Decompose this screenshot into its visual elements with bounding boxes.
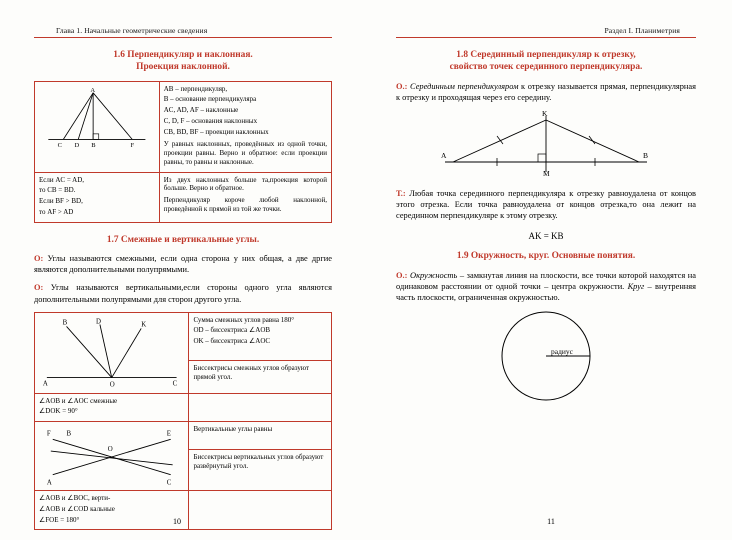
page-number-left: 10 bbox=[173, 517, 181, 526]
text-line: ∠AOB и ∠COD кальные bbox=[39, 504, 115, 513]
text-line: ∠DOK = 90° bbox=[39, 407, 78, 416]
table-1-7 bbox=[34, 312, 332, 531]
cell-1-7-vertical-bisector bbox=[189, 449, 332, 490]
formula-ak-kb: AK = KB bbox=[528, 230, 564, 241]
cell-1-7-sum bbox=[189, 312, 332, 360]
svg-text:D: D bbox=[95, 318, 101, 326]
section-title-1-6-line1: 1.6 Перпендикуляр и наклонная. bbox=[113, 50, 253, 60]
cell-1-7-bisector bbox=[189, 360, 332, 393]
header-rule-left bbox=[34, 37, 332, 38]
text-line: ∠AOB и ∠BOC, верти- bbox=[39, 494, 111, 503]
text-line: C, D, F – основания наклонных bbox=[163, 116, 258, 125]
text-line: OD – биссектриса ∠AOB bbox=[193, 326, 271, 335]
definition-term-circle: Окружность bbox=[410, 270, 458, 280]
definition-marker: О: bbox=[34, 254, 44, 264]
svg-text:A: A bbox=[441, 150, 447, 160]
table-row bbox=[35, 312, 332, 360]
cell-1-7-labels-smezhnye bbox=[35, 393, 189, 422]
svg-text:F: F bbox=[130, 141, 135, 149]
definition-term-disk: Круг bbox=[627, 281, 645, 291]
svg-text:C: C bbox=[166, 479, 172, 487]
definition-marker: О.: bbox=[396, 81, 408, 91]
svg-text:A: A bbox=[90, 86, 96, 94]
text-line: ∠FOE = 180° bbox=[39, 515, 80, 524]
theorem-perpendicular-bisector bbox=[396, 188, 696, 221]
cell-1-7-empty bbox=[189, 393, 332, 422]
text-line: B – основание перпендикуляра bbox=[163, 95, 257, 104]
figure-perpendicular-bisector bbox=[396, 110, 696, 178]
header-rule-right bbox=[396, 37, 696, 38]
text-line: Если BF > BD, bbox=[39, 197, 83, 205]
svg-text:D: D bbox=[74, 141, 80, 149]
section-title-1-9: 1.9 Окружность, круг. Основные понятия. bbox=[456, 250, 636, 261]
text-line: У равных наклонных, проведённых из одной точки, проекции равны. Верно и обратное: если проекции равны, то равны и наклонные. bbox=[163, 140, 327, 166]
definition-text-disk: – внутренняя часть плоскости, ограниченная окружностью. bbox=[396, 281, 696, 302]
cell-1-6-properties bbox=[159, 172, 331, 222]
definition-text-circle: – замкнутая линия на плоскости, все точки которой находятся на одинаковом расстоянии от одной точки – центра окружности. bbox=[396, 270, 696, 291]
table-row bbox=[35, 422, 332, 450]
text-line: Сумма смежных углов равна 180° bbox=[193, 315, 295, 324]
text-line: CB, BD, BF – проекции наклонных bbox=[163, 127, 269, 136]
definition-marker: О.: bbox=[396, 270, 408, 280]
paragraph-vertikalnye bbox=[34, 282, 332, 304]
text-line: то CB = BD. bbox=[39, 186, 76, 195]
svg-text:O: O bbox=[109, 381, 115, 389]
text-line: Биссектрисы вертикальных углов образуют развёрнутый угол. bbox=[193, 452, 324, 470]
section-title-1-6-line2: Проекция наклонной. bbox=[136, 61, 230, 72]
text-line: Вертикальные углы равны bbox=[193, 425, 273, 434]
theorem-text: Любая точка серединного перпендикуляра к отрезку равноудалена от концов этого отрезка. Если точка равноудалена от концов отрезка,то она лежит на серединном перпендикуляре к этому отрезку. bbox=[396, 188, 696, 220]
section-title-1-6 bbox=[34, 50, 332, 74]
definition-term: Серединным перпендикуляром bbox=[410, 81, 519, 91]
text-line: Биссектрисы смежных углов образуют прямой угол. bbox=[193, 363, 310, 381]
running-head-right: Раздел I. Планиметрия bbox=[604, 26, 680, 35]
running-head-left: Глава 1. Начальные геометрические сведения bbox=[56, 26, 208, 35]
text-line: ∠AOB и ∠AOC смежные bbox=[39, 396, 118, 405]
table-row bbox=[35, 172, 332, 222]
svg-text:E: E bbox=[166, 430, 171, 438]
svg-text:B: B bbox=[91, 141, 96, 149]
svg-text:O: O bbox=[107, 446, 113, 454]
text-line: AC, AD, AF – наклонные bbox=[163, 106, 239, 114]
right-page bbox=[366, 0, 732, 540]
svg-text:F: F bbox=[46, 430, 51, 438]
figure-svg-bisector bbox=[431, 110, 661, 178]
theorem-marker: Т.: bbox=[396, 188, 406, 198]
svg-text:A: A bbox=[46, 479, 52, 487]
svg-text:B: B bbox=[66, 430, 72, 438]
definition-text: Углы называются вертикальными,если стороны одного угла являются дополнительными полупрямыми для сторон другого угла. bbox=[34, 283, 332, 304]
cell-1-6-conditions bbox=[35, 172, 160, 222]
figure-adjacent-angles bbox=[35, 312, 189, 393]
svg-text:C: C bbox=[172, 380, 178, 388]
table-row bbox=[35, 81, 332, 172]
svg-text:K: K bbox=[141, 321, 147, 329]
svg-text:M: M bbox=[543, 168, 550, 178]
definition-marker: О: bbox=[34, 283, 44, 293]
figure-svg-circle bbox=[481, 310, 611, 402]
figure-svg-adjacent bbox=[39, 316, 184, 390]
text-line: OK – биссектриса ∠AOC bbox=[193, 337, 271, 346]
table-1-6 bbox=[34, 81, 332, 223]
text-line: Перпендикуляр короче любой наклонной, проведённой к прямой из той же точки. bbox=[163, 196, 327, 213]
definition-circle bbox=[396, 270, 696, 303]
section-title-1-8 bbox=[396, 50, 696, 74]
text-line: AB – перпендикуляр, bbox=[163, 84, 228, 93]
definition-text: к отрезку называется прямая, перпендикулярная к отрезку и проходящая через его середину. bbox=[396, 81, 696, 102]
svg-text:A: A bbox=[42, 380, 48, 388]
page-number-right: 11 bbox=[547, 517, 555, 526]
svg-text:K: K bbox=[542, 109, 548, 118]
circle-radius-label: радиус bbox=[551, 347, 573, 356]
section-title-1-8-line2: свойство точек серединного перпендикуляра. bbox=[449, 61, 643, 72]
cell-1-6-definitions bbox=[159, 81, 331, 172]
svg-text:C: C bbox=[57, 141, 63, 149]
section-title-1-8-line1: 1.8 Серединный перпендикуляр к отрезку, bbox=[456, 50, 636, 60]
figure-svg-vertical bbox=[39, 425, 184, 487]
section-title-1-7: 1.7 Смежные и вертикальные углы. bbox=[106, 234, 260, 245]
figure-vertical-angles bbox=[35, 422, 189, 491]
table-row bbox=[35, 393, 332, 422]
paragraph-smezhnye bbox=[34, 253, 332, 275]
figure-perpendicular-oblique bbox=[35, 81, 160, 172]
definition-perpendicular-bisector bbox=[396, 81, 696, 103]
figure-circle bbox=[396, 310, 696, 402]
figure-svg-perpendicular bbox=[39, 85, 155, 151]
text-line: Если AC = AD, bbox=[39, 175, 85, 184]
definition-text: Углы называются смежными, если одна сторона у них общая, а две дргие являются дополнительными полупрямыми. bbox=[34, 254, 332, 275]
text-line: Из двух наклонных больше та,проекция которой больше. Верно и обратное. bbox=[163, 175, 327, 193]
svg-text:B: B bbox=[62, 319, 68, 327]
text-line: то AF > AD bbox=[39, 207, 74, 216]
svg-text:B: B bbox=[643, 150, 649, 160]
cell-1-7-vertical-equal bbox=[189, 422, 332, 450]
